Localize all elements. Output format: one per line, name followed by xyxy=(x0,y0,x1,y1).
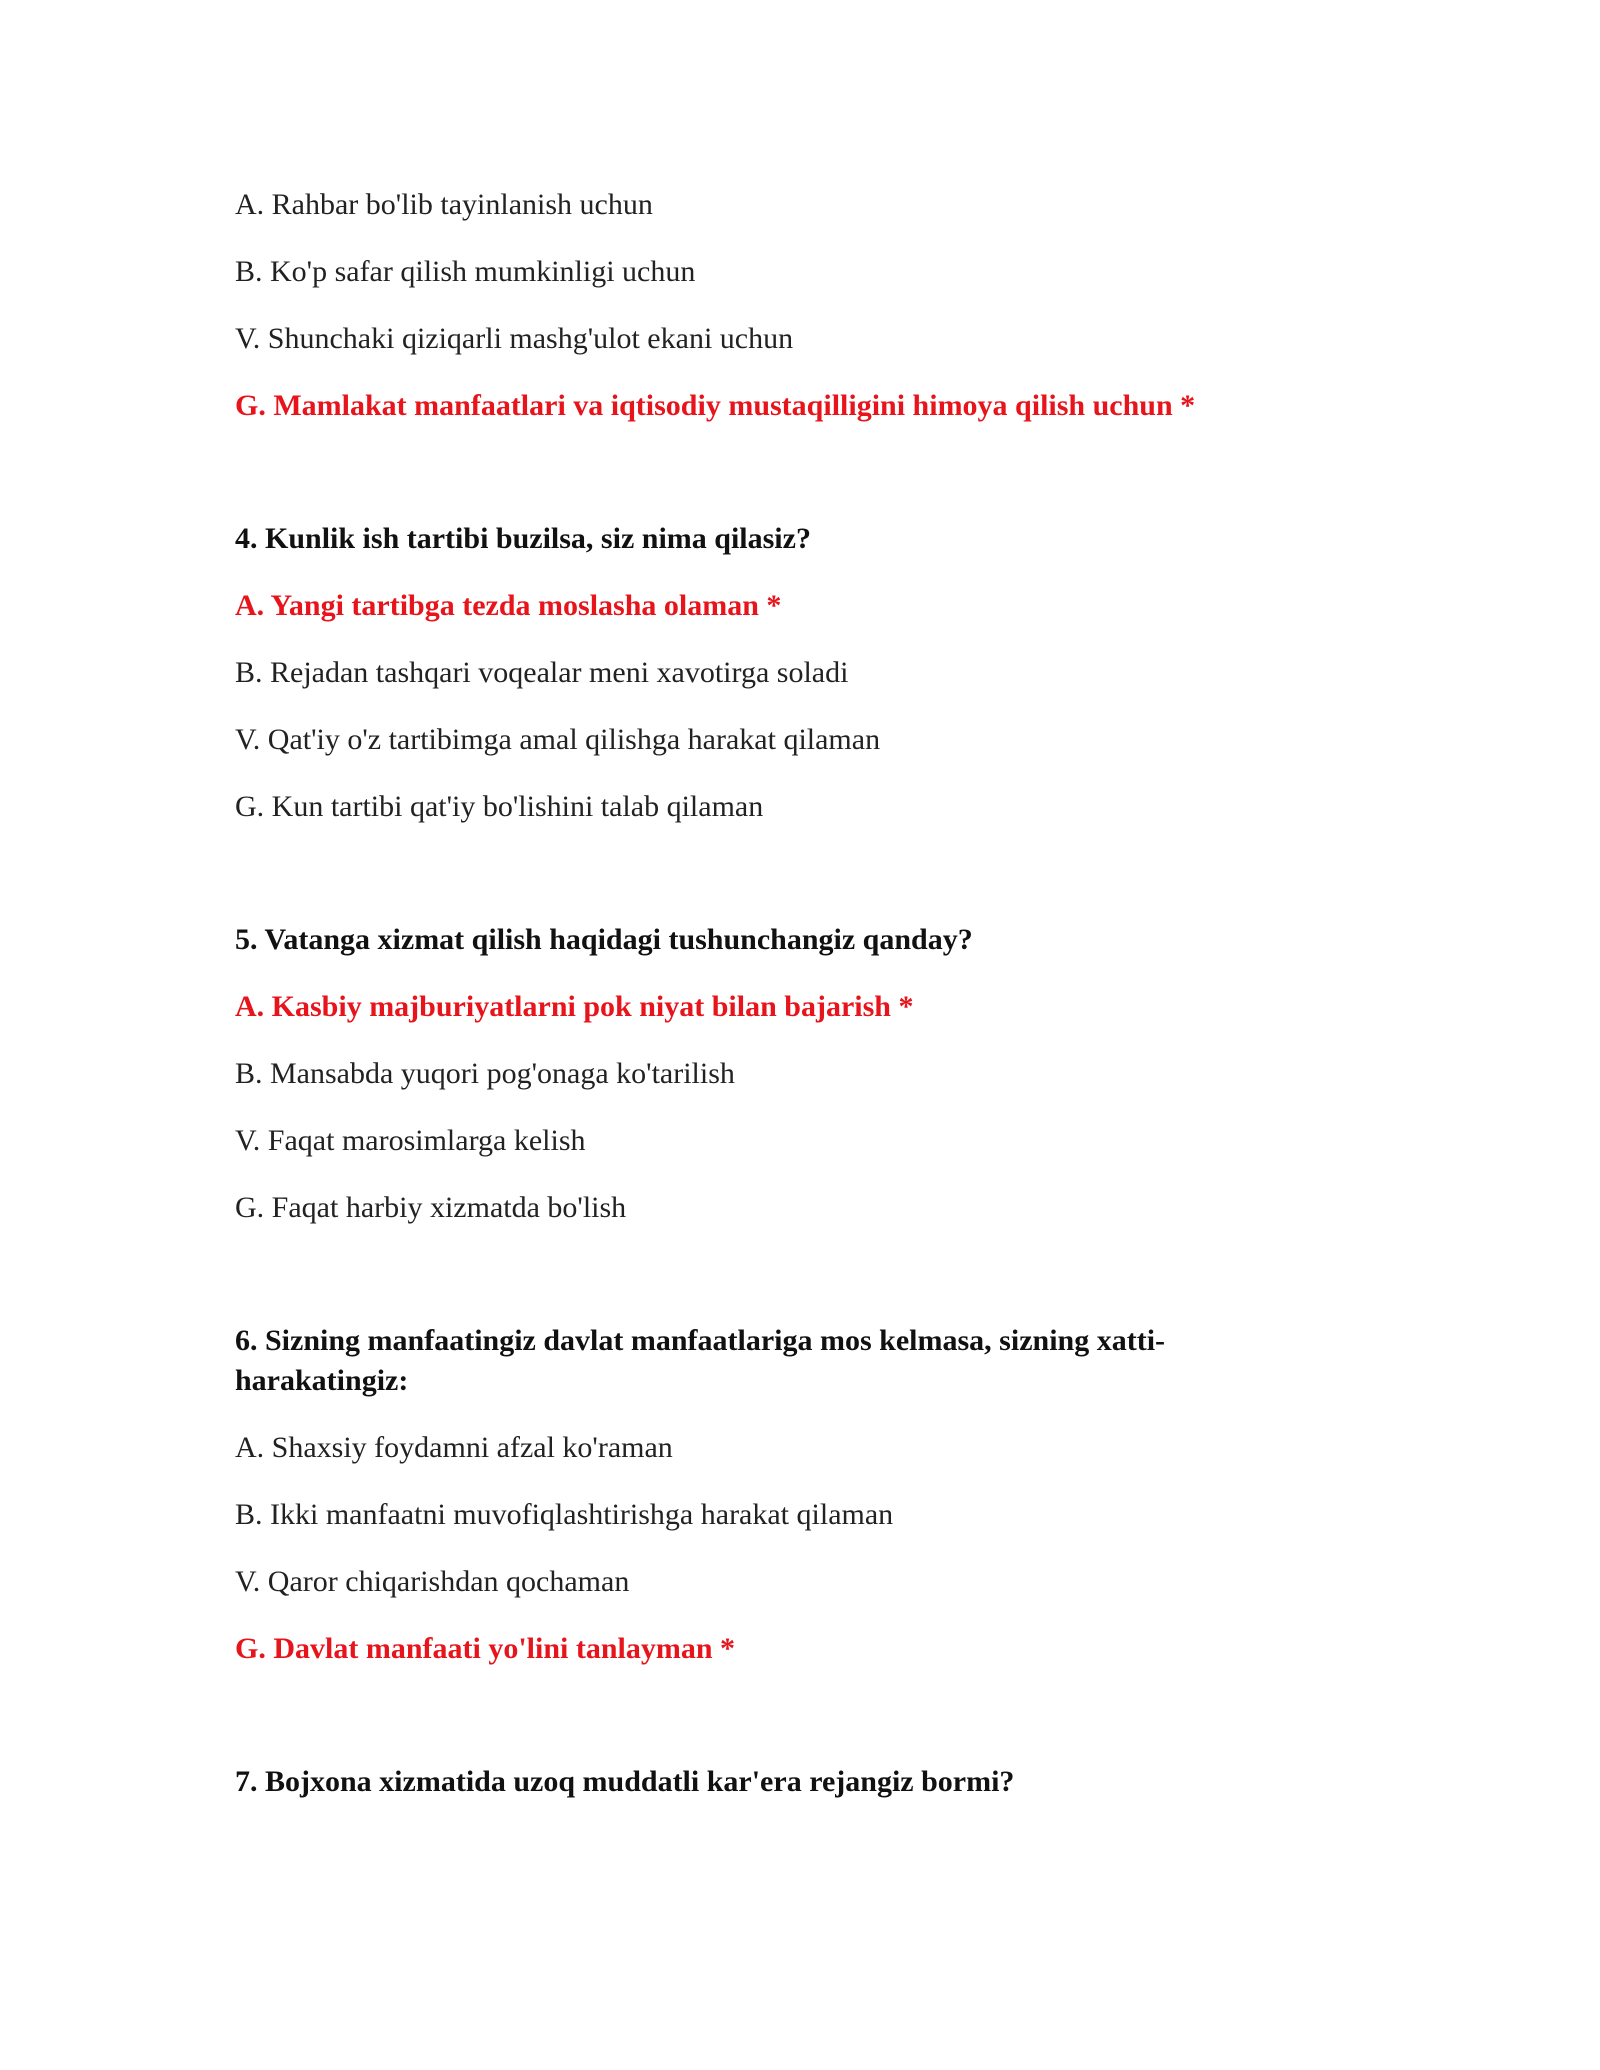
correct-option-text: G. Davlat manfaati yo'lini tanlayman * xyxy=(235,1632,736,1665)
option-text: V. Qat'iy o'z tartibimga amal qilishga harakat qilaman xyxy=(235,723,881,756)
option-text: G. Kun tartibi qat'iy bo'lishini talab qilaman xyxy=(235,790,764,823)
option-text: A. Shaxsiy foydamni afzal ko'raman xyxy=(235,1431,673,1464)
question-title: 4. Kunlik ish tartibi buzilsa, siz nima qilasiz? xyxy=(235,522,811,555)
question-title: 7. Bojxona xizmatida uzoq muddatli kar'era rejangiz bormi? xyxy=(235,1765,1015,1798)
option-text: V. Shunchaki qiziqarli mashg'ulot ekani uchun xyxy=(235,322,794,355)
correct-option-text: A. Kasbiy majburiyatlarni pok niyat bilan bajarish * xyxy=(235,990,914,1023)
option-text: V. Faqat marosimlarga kelish xyxy=(235,1124,586,1157)
option-text: B. Ikki manfaatni muvofiqlashtirishga harakat qilaman xyxy=(235,1498,894,1531)
question-title: 5. Vatanga xizmat qilish haqidagi tushunchangiz qanday? xyxy=(235,923,973,956)
option-text: B. Mansabda yuqori pog'onaga ko'tarilish xyxy=(235,1057,735,1090)
option-text: G. Faqat harbiy xizmatda bo'lish xyxy=(235,1191,627,1224)
question-title: 6. Sizning manfaatingiz davlat manfaatlariga mos kelmasa, sizning xatti- xyxy=(235,1324,1166,1357)
question-title-continued: harakatingiz: xyxy=(235,1364,409,1397)
correct-option-text: G. Mamlakat manfaatlari va iqtisodiy mustaqilligini himoya qilish uchun * xyxy=(235,389,1196,422)
option-text: B. Ko'p safar qilish mumkinligi uchun xyxy=(235,255,696,288)
correct-option-text: A. Yangi tartibga tezda moslasha olaman * xyxy=(235,589,782,622)
option-text: A. Rahbar bo'lib tayinlanish uchun xyxy=(235,188,653,221)
option-text: V. Qaror chiqarishdan qochaman xyxy=(235,1565,630,1598)
option-text: B. Rejadan tashqari voqealar meni xavotirga soladi xyxy=(235,656,849,689)
